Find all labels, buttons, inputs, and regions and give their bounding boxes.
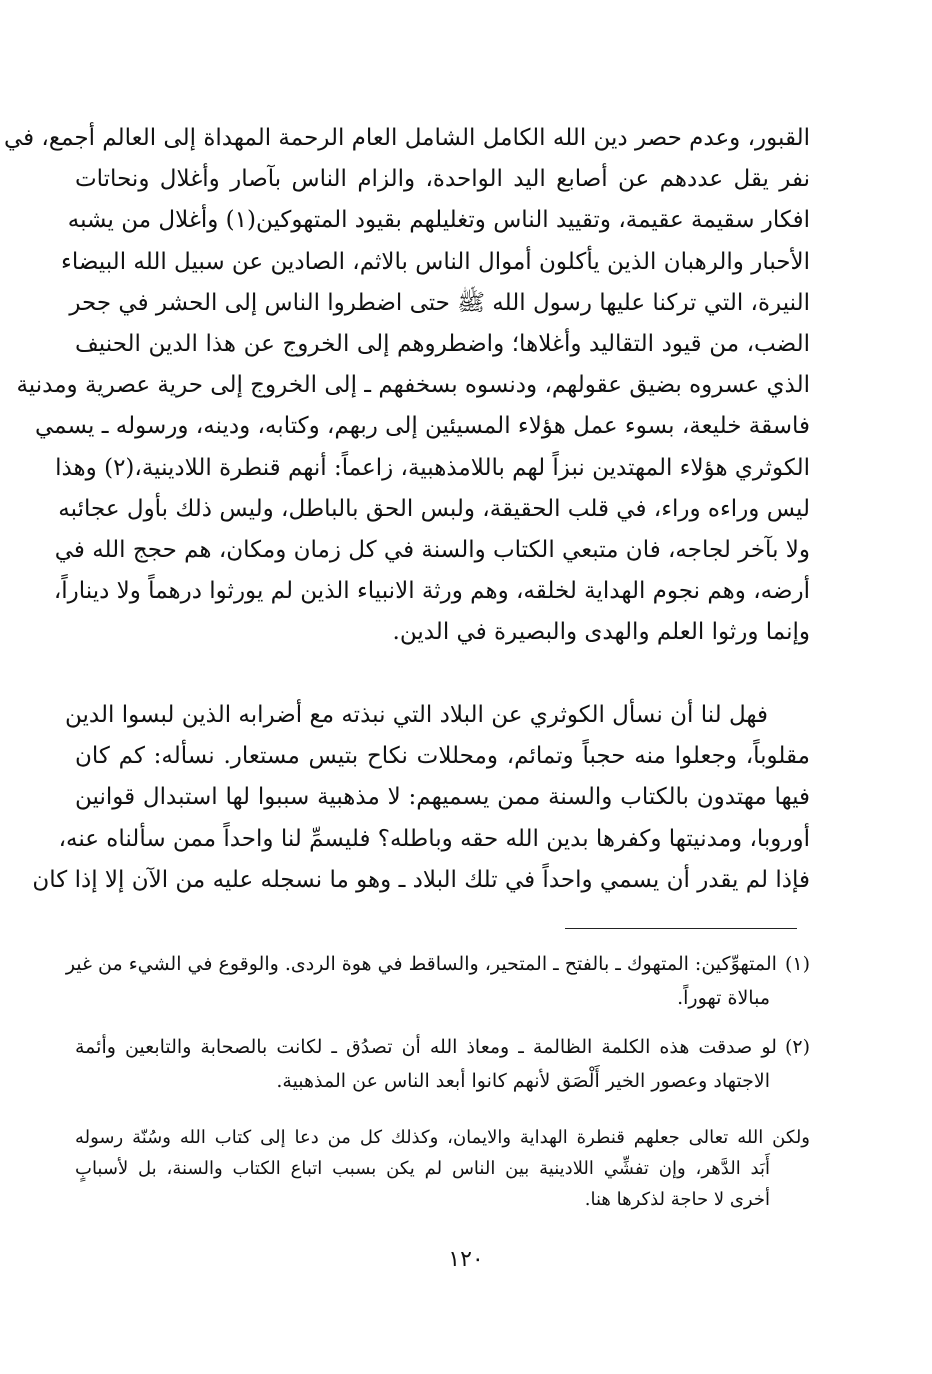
text-line: الضب، من قيود التقاليد وأغلاها؛ واضطروهم إلى الخروج عن هذا الدين الحنيف [75, 331, 810, 358]
text-line: وإنما ورثوا العلم والهدى والبصيرة في الدين. [392, 619, 810, 646]
footnote-text: لو صدقت هذه الكلمة الظالمة ـ ومعاذ الله أن تصدُق ـ لكانت بالصحابة والتابعين وأئمة [75, 1036, 777, 1058]
footnote-text: أَبَد الدَّهر، وإن تفشِّي اللادينية بين الناس لم يكن بسبب اتباع الكتاب والسنة، بل لأسبابٍ [75, 1158, 770, 1179]
text-line: الكوثري هؤلاء المهتدين نبزاً لهم باللامذهبية، زاعماً: أنهم قنطرة اللادينية،(٢) وهذا [55, 454, 810, 481]
main-paragraph-1 [3, 118, 810, 654]
text-line: ليس وراءه وراء، في قلب الحقيقة، ولبس الحق بالباطل، وليس ذلك بأول عجائبه [58, 495, 810, 522]
text-line: فيها مهتدون بالكتاب والسنة ممن يسميهم: لا مذهبية سببوا لها استبدال قوانين [75, 784, 810, 811]
footnote-text: مبالاة تهوراً. [677, 987, 770, 1009]
footnote-text: ولكن الله تعالى جعلهم قنطرة الهداية والايمان، وكذلك كل من دعا إلى كتاب الله وسُنّة رسوله [75, 1127, 810, 1148]
text-line: الذي عسروه بضيق عقولهم، ودنسوه بسخفهم ـ إلى الخروج إلى حرية عصرية ومدنية [16, 372, 810, 399]
text-line: نفر يقل عددهم عن أصابع اليد الواحدة، والزام الناس بآصار وأغلال ونحاتات [75, 166, 810, 193]
footnote-text: المتهوِّكين: المتهوك ـ بالفتح ـ المتحير، والساقط في هوة الردى. والوقوع في الشيء من غير [65, 953, 777, 975]
text-line: افكار سقيمة عقيمة، وتقييد الناس وتغليلهم بقيود المتهوكين(١) وأغلال من يشبه [67, 207, 810, 234]
footnote-separator [565, 928, 797, 929]
text-line: أرضه، وهم نجوم الهداية لخلقه، وهم ورثة الانبياء الذين لم يورثوا درهماً ولا ديناراً، [53, 578, 810, 605]
text-line: مقلوباً، وجعلوا منه حجباً وتمائم، ومحللات نكاح بتيس مستعار. نسأله: كم كان [75, 743, 810, 770]
footnote-2-continuation [75, 1122, 810, 1215]
text-line: فاسقة خليعة، بسوء عمل هؤلاء المسيئين إلى ربهم، وكتابه، ودينه، ورسوله ـ يسمي [35, 413, 810, 440]
text-line: الأحبار والرهبان الذين يأكلون أموال الناس بالاثم، الصادين عن سبيل الله البيضاء [61, 248, 810, 275]
footnote-2 [75, 1030, 810, 1098]
footnote-text: أخرى لا حاجة لذكرها هنا. [584, 1189, 770, 1210]
footnote-number: (١) [784, 953, 810, 975]
footnote-text: الاجتهاد وعصور الخير أَلْصَق لأنهم كانوا أبعد الناس عن المذهبية. [276, 1070, 770, 1092]
text-line: أوروبا، ومدنيتها وكفرها بدين الله حقه وباطله؟ فليسمِّ لنا واحداً ممن سألناه عنه، [58, 825, 810, 852]
page-number: ١٢٠ [448, 1247, 484, 1272]
footnote-number: (٢) [784, 1036, 810, 1058]
footnote-1 [65, 947, 810, 1015]
text-line: النيرة، التي تركنا عليها رسول الله ﷺ حتى اضطروا الناس إلى الحشر في جحر [69, 289, 810, 316]
text-line: القبور، وعدم حصر دين الله الكامل الشامل العام الرحمة المهداة إلى العالم أجمع، في [3, 125, 810, 151]
text-line: ولا بآخر لجاجه، فان متبعي الكتاب والسنة في كل زمان ومكان، هم حجج الله في [54, 537, 810, 564]
main-paragraph-2 [32, 695, 810, 901]
text-line: فهل لنا أن نسأل الكوثري عن البلاد التي نبذته مع أضرابه الذين لبسوا الدين [65, 702, 768, 728]
text-line: فإذا لم يقدر أن يسمي واحداً في تلك البلاد ـ وهو ما نسجله عليه من الآن إلا إذا كان [32, 866, 810, 893]
